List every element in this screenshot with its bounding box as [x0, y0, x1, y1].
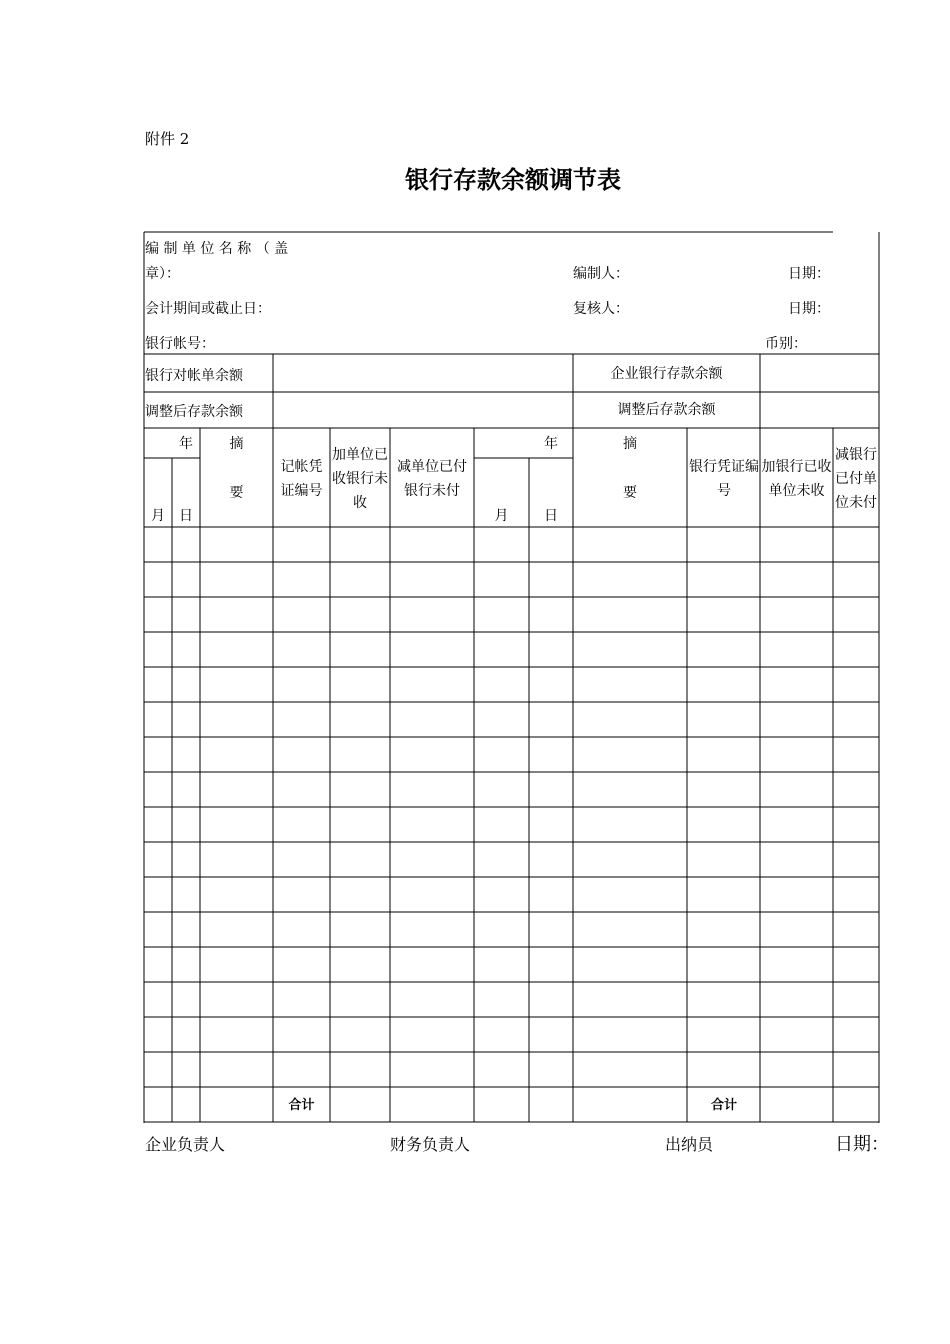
total-left-label: 合计 [288, 1098, 315, 1113]
adjusted-balance-left-label: 调整后存款余额 [145, 404, 243, 420]
date-label-2: 日期： [788, 301, 830, 317]
month-right-header: 月 [494, 508, 509, 524]
day-right-header: 日 [544, 508, 558, 524]
bank-voucher-number-header: 银行凭证编 号 [689, 459, 759, 499]
add-company-received-header: 加单位已 收银行未 收 [332, 447, 388, 511]
summary-left-header: 摘 [229, 436, 244, 452]
period-label: 会计期间或截止日： [145, 301, 271, 317]
unit-name-label-cont: 章）： [145, 266, 180, 282]
less-bank-paid-header: 减银行 已付单 位未付 [835, 447, 877, 511]
currency-label: 币别： [765, 336, 807, 352]
attachment-label: 附件 2 [145, 130, 190, 148]
cashier-label: 出纳员 [665, 1135, 714, 1154]
enterprise-head-label: 企业负责人 [145, 1135, 226, 1154]
reviewer-label: 复核人： [573, 301, 629, 317]
date-label-1: 日期： [788, 266, 830, 282]
voucher-number-header: 记帐凭 证编号 [280, 459, 323, 499]
total-right-label: 合计 [710, 1098, 737, 1113]
page-title: 银行存款余额调节表 [405, 165, 621, 194]
add-bank-received-header: 加银行已收 单位未收 [761, 459, 832, 499]
bank-account-label: 银行帐号： [145, 336, 215, 352]
year-right-header: 年 [544, 436, 558, 452]
summary-left-header-2: 要 [229, 485, 244, 501]
day-left-header: 日 [179, 508, 193, 524]
preparer-label: 编制人： [573, 266, 629, 282]
company-bank-balance-label: 企业银行存款余额 [610, 366, 723, 382]
footer-date-label: 日期： [835, 1134, 889, 1155]
month-left-header: 月 [151, 508, 165, 524]
summary-right-header-2: 要 [623, 485, 637, 501]
bank-statement-balance-label: 银行对帐单余额 [145, 368, 243, 384]
adjusted-balance-right-label: 调整后存款余额 [617, 402, 716, 418]
summary-right-header: 摘 [623, 436, 637, 452]
finance-head-label: 财务负责人 [390, 1135, 471, 1154]
unit-name-label: 编 制 单 位 名 称 （ 盖 [145, 241, 289, 257]
year-left-header: 年 [179, 436, 193, 452]
less-company-paid-header: 减单位已付 银行未付 [397, 459, 467, 499]
